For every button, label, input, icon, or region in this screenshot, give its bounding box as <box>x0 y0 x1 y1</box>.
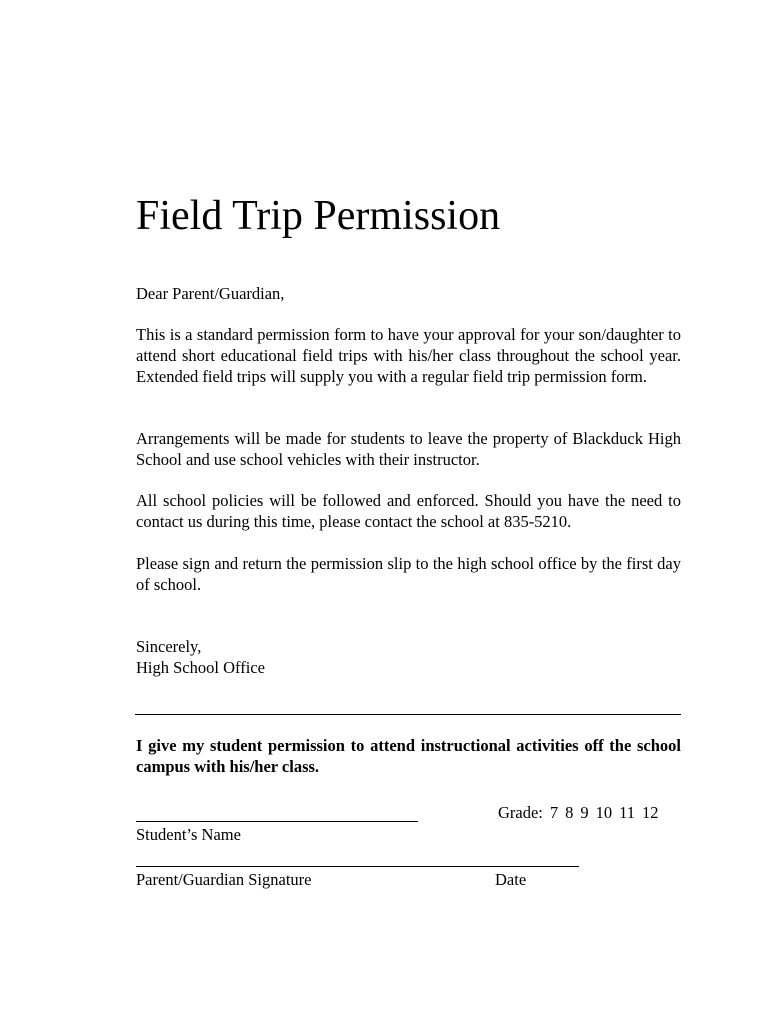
date-label: Date <box>495 870 527 889</box>
signature-label: Parent/Guardian Signature <box>136 870 312 889</box>
paragraph-intro: This is a standard permission form to have your approval for your son/daughter to attend short educational field trips with his/her class throughout the school year. Extended field trips will supply you with a regular field trip permission form. <box>136 325 681 386</box>
page-title: Field Trip Permission <box>136 193 501 239</box>
grade-label: Grade: <box>498 803 543 822</box>
grade-option-8[interactable]: 8 <box>565 803 574 822</box>
closing: Sincerely, <box>136 637 202 656</box>
grade-option-12[interactable]: 12 <box>642 803 659 822</box>
paragraph-policies: All school policies will be followed and enforced. Should you have the need to contact us during this time, please contact the school at 835-5210. <box>136 491 681 531</box>
grade-option-10[interactable]: 10 <box>595 803 613 822</box>
cut-line-divider <box>135 714 681 715</box>
signature-date-field[interactable] <box>136 866 579 867</box>
student-name-field[interactable] <box>136 821 418 822</box>
paragraph-return-instructions: Please sign and return the permission slip to the high school office by the first day of school. <box>136 554 681 594</box>
salutation: Dear Parent/Guardian, <box>136 284 285 303</box>
consent-statement: I give my student permission to attend instructional activities off the school campus with his/her class. <box>136 736 681 776</box>
grade-option-7[interactable]: 7 <box>549 803 559 822</box>
grade-option-11[interactable]: 11 <box>619 803 636 822</box>
grade-selector <box>498 802 659 823</box>
grade-options <box>543 803 659 822</box>
student-name-label: Student’s Name <box>136 825 241 844</box>
grade-option-9[interactable]: 9 <box>580 803 589 822</box>
sender: High School Office <box>136 658 265 677</box>
paragraph-arrangements: Arrangements will be made for students to leave the property of Blackduck High School and use school vehicles with their instructor. <box>136 429 681 469</box>
